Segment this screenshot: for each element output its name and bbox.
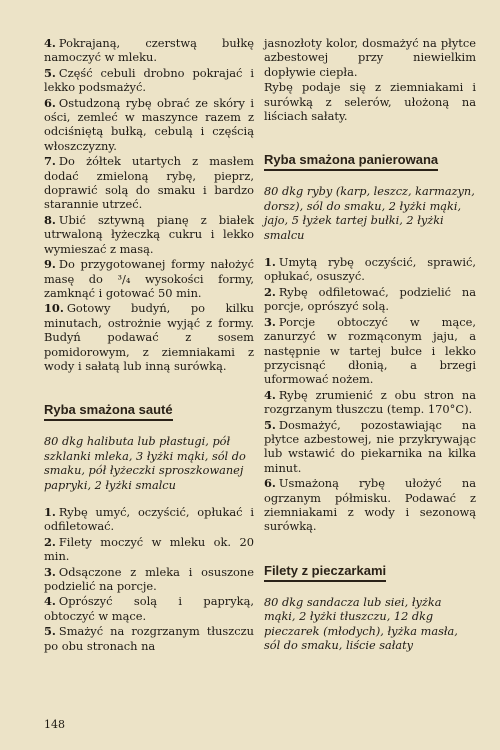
step: 7. Do żółtek utartych z masłem dodać zmieloną rybę, pieprz, doprawić solą do smaku i bardzo starannie utrzeć. xyxy=(44,154,254,212)
step: 1. Umytą rybę oczyścić, sprawić, opłukać, osuszyć. xyxy=(264,255,476,284)
step: 8. Ubić sztywną pianę z białek utrwaloną łyżeczką cukru i lekko wymieszać z masą. xyxy=(44,212,254,256)
step: 1. Rybę umyć, oczyścić, opłukać i odfiletować. xyxy=(44,504,254,534)
recipe-title: Filety z pieczarkami xyxy=(264,562,386,582)
step: 5. Część cebuli drobno pokrajać i lekko podsmażyć. xyxy=(44,65,254,95)
recipe-heading xyxy=(264,149,476,171)
continuation-text: jasnozłoty kolor, dosmażyć na płytce azbestowej przy niewielkim dopływie ciepła. xyxy=(264,36,476,79)
step: 4. Oprószyć solą i papryką, obtoczyć w mące. xyxy=(44,594,254,623)
step: 5. Dosmażyć, pozostawiając na płytce azbestowej, nie przykrywając lub wstawić do piekarnika na kilka minut. xyxy=(264,417,476,475)
serving-note: Rybę podaje się z ziemniakami i surówką z selerów, ułożoną na liściach sałaty. xyxy=(264,80,476,124)
ingredients: 80 dkg ryby (karp, leszcz, karmazyn, dorsz), sól do smaku, 2 łyżki mąki, jajo, 5 łyżek tartej bułki, 2 łyżki smalcu xyxy=(264,185,475,242)
step: 4. Pokrajaną, czerstwą bułkę namoczyć w mleku. xyxy=(44,36,254,65)
step: 9. Do przygotowanej formy nałożyć masę do ³/₄ wysokości formy, zamknąć i gotować 50 min. xyxy=(44,257,254,300)
steps-top xyxy=(44,36,254,373)
step: 10. Gotowy budyń, po kilku minutach, ostrożnie wyjąć z formy. Budyń podawać z sosem pomidorowym, z ziemniakami z wody i sałatą lub inną surówką. xyxy=(44,301,254,373)
right-column xyxy=(264,36,476,665)
left-column xyxy=(44,36,254,654)
recipe-title: Ryba smażona sauté xyxy=(44,401,173,421)
step: 3. Porcje obtoczyć w mące, zanurzyć w rozmąconym jaju, a następnie w tartej bułce i lekko przycisnąć dłonią, a brzegi uformować nożem. xyxy=(264,314,476,387)
step: 6. Usmażoną rybę ułożyć na ogrzanym półmisku. Podawać z ziemniakami z wody i sezonową surówką. xyxy=(264,476,476,534)
recipe-heading xyxy=(264,560,476,582)
step: 2. Filety moczyć w mleku ok. 20 min. xyxy=(44,534,254,564)
recipe-heading xyxy=(44,399,254,421)
ingredients: 80 dkg halibuta lub płastugi, pół szklanki mleka, 3 łyżki mąki, sól do smaku, pół łyżeczki sproszkowanej papryki, 2 łyżki smalcu xyxy=(44,435,246,492)
step: 5. Smażyć na rozgrzanym tłuszczu po obu stronach na xyxy=(44,624,254,653)
ingredients: 80 dkg sandacza lub siei, łyżka mąki, 2 łyżki tłuszczu, 12 dkg pieczarek (młodych), łyżka masła, sól do smaku, liście sałaty xyxy=(264,595,458,652)
step: 4. Rybę zrumienić z obu stron na rozgrzanym tłuszczu (temp. 170°C). xyxy=(264,387,476,417)
step: 2. Rybę odfiletować, podzielić na porcje, oprószyć solą. xyxy=(264,284,476,314)
page-number: 148 xyxy=(44,718,65,731)
step: 6. Ostudzoną rybę obrać ze skóry i ości, zemleć w maszynce razem z odciśniętą bułką, cebulą i częścią włoszczyzny. xyxy=(44,95,254,153)
step: 3. Odsączone z mleka i osuszone podzielić na porcje. xyxy=(44,564,254,593)
recipe-title: Ryba smażona panierowana xyxy=(264,151,438,171)
